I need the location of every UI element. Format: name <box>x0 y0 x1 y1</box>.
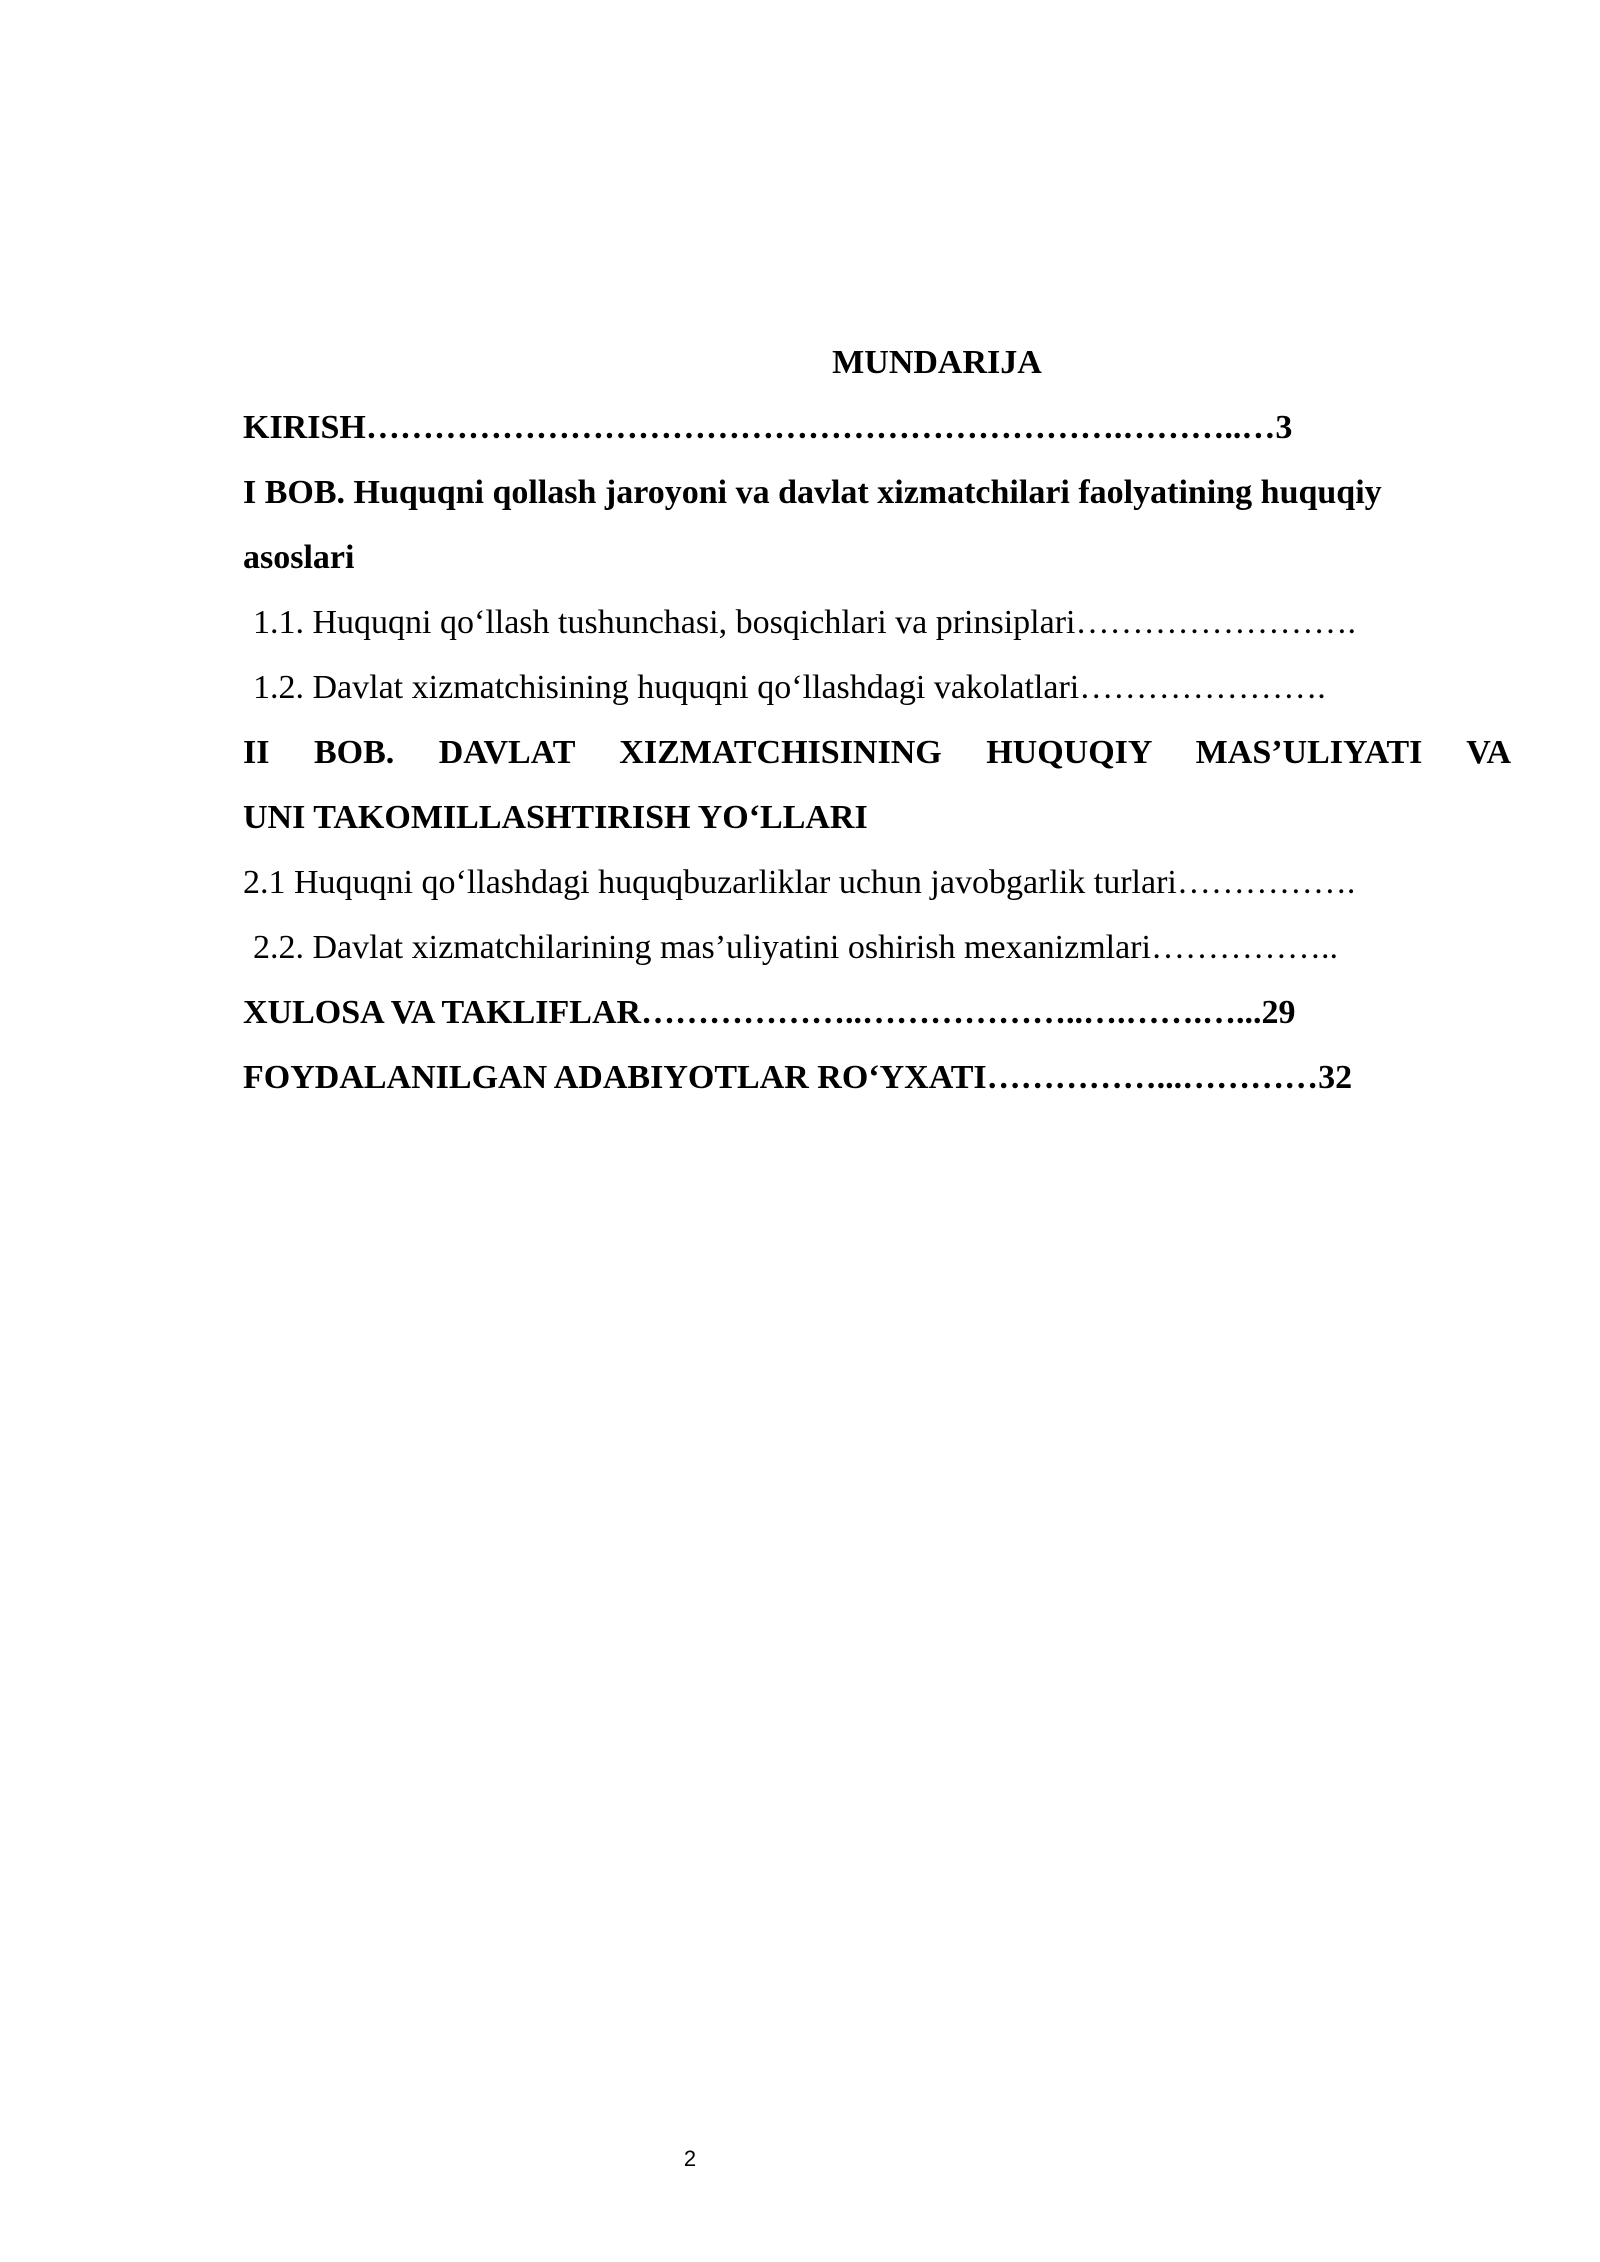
page-number: 2 <box>683 2146 697 2171</box>
toc-title: MUNDARIJA <box>832 344 1042 381</box>
toc-chapter-1-line-2: asoslari <box>243 539 355 576</box>
toc-section-2-2: 2.2. Davlat xizmatchilarining mas’uliyatini oshirish mexanizmlari…………….. <box>253 929 1338 966</box>
toc-chapter-2-line-2: UNI TAKOMILLASHTIRISH YO‘LLARI <box>243 799 868 836</box>
toc-chapter-2-line-1: II BOB. DAVLAT XIZMATCHISINING HUQUQIY MAS’ULIYATI VA <box>243 734 1511 771</box>
toc-entry-kirish: KIRISH………………………………………………………….………..…3 <box>243 409 1293 446</box>
toc-section-1-1: 1.1. Huquqni qo‘llash tushunchasi, bosqichlari va prinsiplari……………………. <box>253 604 1356 641</box>
toc-section-2-1: 2.1 Huquqni qo‘llashdagi huquqbuzarliklar uchun javobgarlik turlari……………. <box>243 864 1356 901</box>
toc-chapter-1-line-1: I BOB. Huquqni qollash jaroyoni va davlat xizmatchilari faolyatining huquqiy <box>243 474 1382 511</box>
toc-entry-adabiyotlar: FOYDALANILGAN ADABIYOTLAR RO‘YXATI……………...…………32 <box>243 1059 1353 1096</box>
toc-section-1-2: 1.2. Davlat xizmatchisining huquqni qo‘llashdagi vakolatlari…………………. <box>253 669 1326 706</box>
table-of-contents <box>243 330 1511 1110</box>
toc-entry-xulosa: XULOSA VA TAKLIFLAR………………..………………..….…….…...29 <box>243 994 1296 1031</box>
